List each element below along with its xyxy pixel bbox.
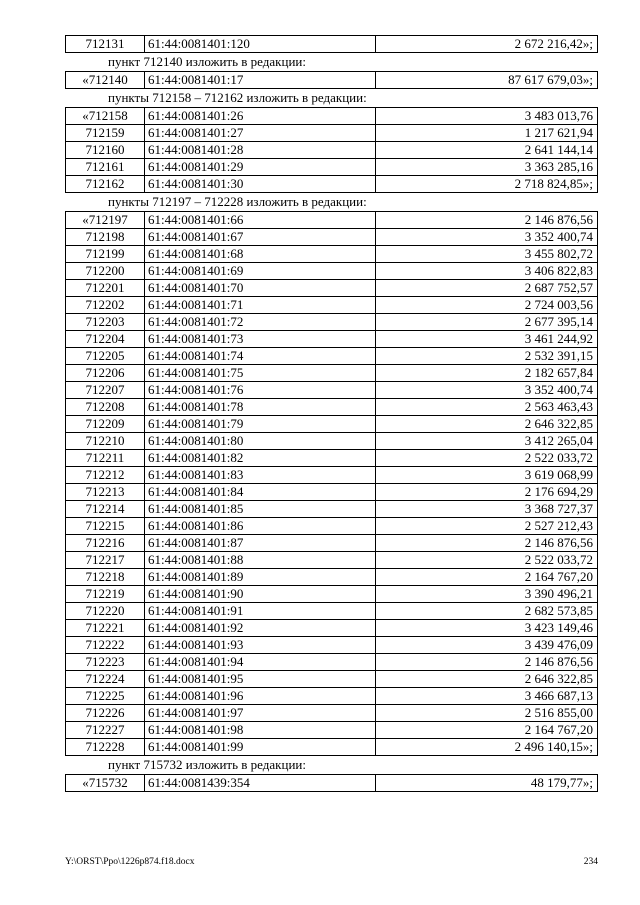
cadastral-number-cell: 61:44:0081401:67 xyxy=(145,229,376,246)
item-number-cell: 712161 xyxy=(66,159,145,176)
cadastral-value-cell: 3 352 400,74 xyxy=(376,229,598,246)
item-number-cell: «712197 xyxy=(66,212,145,229)
item-number-cell: 712224 xyxy=(66,671,145,688)
item-number-cell: 712199 xyxy=(66,246,145,263)
table-row xyxy=(66,450,598,467)
item-number-cell: 712216 xyxy=(66,535,145,552)
table-row xyxy=(66,348,598,365)
cadastral-value-cell: 2 496 140,15»; xyxy=(376,739,598,756)
cadastral-value-cell: 2 672 216,42»; xyxy=(376,36,598,53)
cadastral-value-cell: 2 724 003,56 xyxy=(376,297,598,314)
item-number-cell: «712158 xyxy=(66,108,145,125)
cadastral-value-cell: 3 352 400,74 xyxy=(376,382,598,399)
table-row xyxy=(66,688,598,705)
cadastral-value-cell: 2 718 824,85»; xyxy=(376,176,598,193)
cadastral-value-cell: 1 217 621,94 xyxy=(376,125,598,142)
amendment-instruction: пункт 712140 изложить в редакции: xyxy=(108,54,306,69)
cadastral-number-cell: 61:44:0081401:86 xyxy=(145,518,376,535)
cadastral-value-cell: 2 182 657,84 xyxy=(376,365,598,382)
item-number-cell: 712200 xyxy=(66,263,145,280)
page-footer xyxy=(65,857,598,867)
cadastral-number-cell: 61:44:0081401:94 xyxy=(145,654,376,671)
table-row xyxy=(66,297,598,314)
item-number-cell: 712220 xyxy=(66,603,145,620)
cadastral-number-cell: 61:44:0081401:80 xyxy=(145,433,376,450)
table-row xyxy=(66,671,598,688)
cadastral-number-cell: 61:44:0081401:91 xyxy=(145,603,376,620)
item-number-cell: 712207 xyxy=(66,382,145,399)
cadastral-value-cell: 2 646 322,85 xyxy=(376,416,598,433)
cadastral-number-cell: 61:44:0081401:92 xyxy=(145,620,376,637)
cadastral-value-cell: 3 483 013,76 xyxy=(376,108,598,125)
cadastral-number-cell: 61:44:0081401:90 xyxy=(145,586,376,603)
table-row xyxy=(66,176,598,193)
cadastral-number-cell: 61:44:0081401:26 xyxy=(145,108,376,125)
item-number-cell: 712206 xyxy=(66,365,145,382)
table-row xyxy=(66,722,598,739)
item-number-cell: 712226 xyxy=(66,705,145,722)
item-number-cell: 712225 xyxy=(66,688,145,705)
item-number-cell: 712228 xyxy=(66,739,145,756)
item-number-cell: 712131 xyxy=(66,36,145,53)
cadastral-value-cell: 2 527 212,43 xyxy=(376,518,598,535)
item-number-cell: 712205 xyxy=(66,348,145,365)
cadastral-number-cell: 61:44:0081401:78 xyxy=(145,399,376,416)
cadastral-number-cell: 61:44:0081401:97 xyxy=(145,705,376,722)
cadastral-number-cell: 61:44:0081401:74 xyxy=(145,348,376,365)
cadastral-number-cell: 61:44:0081401:76 xyxy=(145,382,376,399)
table-row xyxy=(66,552,598,569)
cadastral-number-cell: 61:44:0081401:99 xyxy=(145,739,376,756)
cadastral-value-cell: 3 619 068,99 xyxy=(376,467,598,484)
cadastral-number-cell: 61:44:0081401:79 xyxy=(145,416,376,433)
item-number-cell: 712215 xyxy=(66,518,145,535)
table-row xyxy=(66,467,598,484)
table-row xyxy=(66,263,598,280)
amendment-instruction: пункты 712197 – 712228 изложить в редакции: xyxy=(108,194,367,209)
table-row xyxy=(66,654,598,671)
table-row xyxy=(66,705,598,722)
table-row xyxy=(66,586,598,603)
cadastral-number-cell: 61:44:0081401:30 xyxy=(145,176,376,193)
table-row xyxy=(66,142,598,159)
table-row xyxy=(66,569,598,586)
cadastral-value-table xyxy=(65,107,598,193)
cadastral-value-cell: 3 363 285,16 xyxy=(376,159,598,176)
item-number-cell: 712211 xyxy=(66,450,145,467)
item-number-cell: 712162 xyxy=(66,176,145,193)
table-row xyxy=(66,314,598,331)
cadastral-value-cell: 2 146 876,56 xyxy=(376,212,598,229)
item-number-cell: 712203 xyxy=(66,314,145,331)
cadastral-number-cell: 61:44:0081401:27 xyxy=(145,125,376,142)
cadastral-number-cell: 61:44:0081401:71 xyxy=(145,297,376,314)
cadastral-value-cell: 2 164 767,20 xyxy=(376,569,598,586)
item-number-cell: 712213 xyxy=(66,484,145,501)
table-row xyxy=(66,36,598,53)
amendment-instruction: пункты 712158 – 712162 изложить в редакции: xyxy=(108,90,367,105)
table-row xyxy=(66,365,598,382)
table-row xyxy=(66,433,598,450)
cadastral-number-cell: 61:44:0081401:73 xyxy=(145,331,376,348)
cadastral-value-table xyxy=(65,35,598,53)
cadastral-value-cell: 2 687 752,57 xyxy=(376,280,598,297)
cadastral-value-cell: 3 412 265,04 xyxy=(376,433,598,450)
item-number-cell: 712214 xyxy=(66,501,145,518)
cadastral-number-cell: 61:44:0081401:120 xyxy=(145,36,376,53)
table-row xyxy=(66,775,598,792)
cadastral-value-cell: 87 617 679,03»; xyxy=(376,72,598,89)
item-number-cell: 712204 xyxy=(66,331,145,348)
cadastral-value-table xyxy=(65,774,598,792)
table-row xyxy=(66,125,598,142)
cadastral-number-cell: 61:44:0081401:93 xyxy=(145,637,376,654)
item-number-cell: 712210 xyxy=(66,433,145,450)
cadastral-value-cell: 2 563 463,43 xyxy=(376,399,598,416)
cadastral-number-cell: 61:44:0081401:75 xyxy=(145,365,376,382)
amendment-instruction: пункт 715732 изложить в редакции: xyxy=(108,757,306,772)
item-number-cell: 712212 xyxy=(66,467,145,484)
table-row xyxy=(66,246,598,263)
table-row xyxy=(66,331,598,348)
cadastral-value-cell: 3 423 149,46 xyxy=(376,620,598,637)
cadastral-number-cell: 61:44:0081401:17 xyxy=(145,72,376,89)
item-number-cell: 712223 xyxy=(66,654,145,671)
cadastral-number-cell: 61:44:0081401:89 xyxy=(145,569,376,586)
cadastral-number-cell: 61:44:0081401:84 xyxy=(145,484,376,501)
cadastral-number-cell: 61:44:0081401:85 xyxy=(145,501,376,518)
cadastral-value-cell: 2 146 876,56 xyxy=(376,654,598,671)
cadastral-value-cell: 3 466 687,13 xyxy=(376,688,598,705)
cadastral-value-cell: 2 522 033,72 xyxy=(376,450,598,467)
table-row xyxy=(66,739,598,756)
document-body xyxy=(65,35,598,792)
cadastral-number-cell: 61:44:0081401:82 xyxy=(145,450,376,467)
cadastral-value-cell: 3 455 802,72 xyxy=(376,246,598,263)
table-row xyxy=(66,229,598,246)
item-number-cell: 712209 xyxy=(66,416,145,433)
cadastral-number-cell: 61:44:0081401:69 xyxy=(145,263,376,280)
item-number-cell: 712218 xyxy=(66,569,145,586)
table-row xyxy=(66,535,598,552)
cadastral-value-cell: 2 532 391,15 xyxy=(376,348,598,365)
cadastral-number-cell: 61:44:0081401:70 xyxy=(145,280,376,297)
cadastral-number-cell: 61:44:0081401:96 xyxy=(145,688,376,705)
table-row xyxy=(66,518,598,535)
item-number-cell: «715732 xyxy=(66,775,145,792)
table-row xyxy=(66,501,598,518)
cadastral-value-cell: 2 682 573,85 xyxy=(376,603,598,620)
table-row xyxy=(66,620,598,637)
item-number-cell: 712227 xyxy=(66,722,145,739)
cadastral-value-cell: 48 179,77»; xyxy=(376,775,598,792)
table-row xyxy=(66,280,598,297)
table-row xyxy=(66,72,598,89)
item-number-cell: 712198 xyxy=(66,229,145,246)
item-number-cell: 712159 xyxy=(66,125,145,142)
item-number-cell: 712221 xyxy=(66,620,145,637)
table-row xyxy=(66,416,598,433)
cadastral-value-cell: 2 146 876,56 xyxy=(376,535,598,552)
item-number-cell: 712202 xyxy=(66,297,145,314)
cadastral-number-cell: 61:44:0081439:354 xyxy=(145,775,376,792)
cadastral-value-cell: 2 176 694,29 xyxy=(376,484,598,501)
cadastral-number-cell: 61:44:0081401:98 xyxy=(145,722,376,739)
cadastral-value-cell: 2 164 767,20 xyxy=(376,722,598,739)
cadastral-value-cell: 3 390 496,21 xyxy=(376,586,598,603)
item-number-cell: 712208 xyxy=(66,399,145,416)
table-row xyxy=(66,159,598,176)
cadastral-value-table xyxy=(65,211,598,756)
cadastral-number-cell: 61:44:0081401:95 xyxy=(145,671,376,688)
cadastral-value-cell: 3 406 822,83 xyxy=(376,263,598,280)
cadastral-value-cell: 2 646 322,85 xyxy=(376,671,598,688)
table-row xyxy=(66,399,598,416)
footer-page-number: 234 xyxy=(583,857,598,867)
cadastral-value-cell: 2 641 144,14 xyxy=(376,142,598,159)
cadastral-value-cell: 2 677 395,14 xyxy=(376,314,598,331)
cadastral-number-cell: 61:44:0081401:28 xyxy=(145,142,376,159)
cadastral-value-table xyxy=(65,71,598,89)
item-number-cell: 712219 xyxy=(66,586,145,603)
cadastral-number-cell: 61:44:0081401:72 xyxy=(145,314,376,331)
table-row xyxy=(66,212,598,229)
cadastral-number-cell: 61:44:0081401:83 xyxy=(145,467,376,484)
item-number-cell: 712222 xyxy=(66,637,145,654)
cadastral-value-cell: 2 522 033,72 xyxy=(376,552,598,569)
item-number-cell: 712217 xyxy=(66,552,145,569)
cadastral-number-cell: 61:44:0081401:87 xyxy=(145,535,376,552)
table-row xyxy=(66,108,598,125)
cadastral-number-cell: 61:44:0081401:88 xyxy=(145,552,376,569)
cadastral-value-cell: 2 516 855,00 xyxy=(376,705,598,722)
item-number-cell: 712201 xyxy=(66,280,145,297)
footer-file-path: Y:\ORST\Ppo\1226p874.f18.docx xyxy=(65,857,195,867)
table-row xyxy=(66,637,598,654)
table-row xyxy=(66,603,598,620)
cadastral-number-cell: 61:44:0081401:29 xyxy=(145,159,376,176)
cadastral-number-cell: 61:44:0081401:66 xyxy=(145,212,376,229)
cadastral-value-cell: 3 439 476,09 xyxy=(376,637,598,654)
table-row xyxy=(66,484,598,501)
item-number-cell: «712140 xyxy=(66,72,145,89)
cadastral-value-cell: 3 461 244,92 xyxy=(376,331,598,348)
cadastral-value-cell: 3 368 727,37 xyxy=(376,501,598,518)
cadastral-number-cell: 61:44:0081401:68 xyxy=(145,246,376,263)
table-row xyxy=(66,382,598,399)
item-number-cell: 712160 xyxy=(66,142,145,159)
